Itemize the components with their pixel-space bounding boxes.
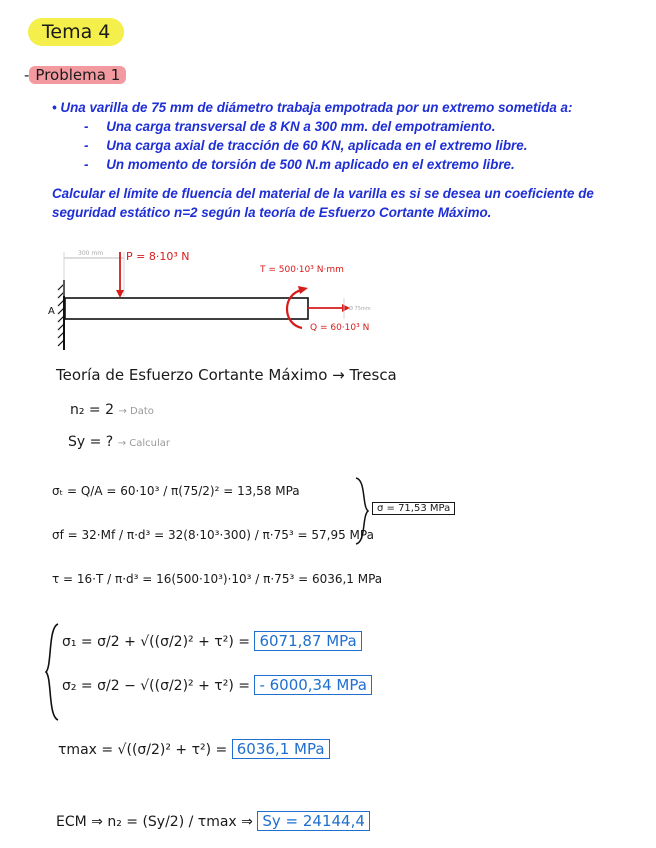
sigma1-equation: σ₁ = σ/2 + √((σ/2)² + τ²) =	[62, 634, 250, 650]
problem-title	[24, 66, 126, 84]
sy-unknown-note: → Calcular	[117, 438, 170, 449]
theory-line: Teoría de Esfuerzo Cortante Máximo → Tresca	[56, 366, 397, 384]
statement-intro-text: Una varilla de 75 mm de diámetro trabaja empotrada por un extremo sometida a:	[60, 100, 573, 115]
sy-unknown-value: Sy = ?	[68, 434, 114, 450]
sigma-brace	[352, 476, 372, 546]
dimension-label: 300 mm	[78, 250, 104, 257]
sigma2-row	[62, 676, 372, 694]
topic-title-text: Tema 4	[42, 21, 111, 43]
sy-unknown	[68, 434, 170, 450]
sigma-total: σ = 71,53 MPa	[372, 502, 455, 515]
taumax-value: 6036,1 MPa	[232, 739, 330, 759]
q-label: Q = 60·10³ N	[310, 323, 370, 333]
sy-result: Sy = 24144,4	[257, 811, 370, 831]
problem-dash: -	[24, 66, 30, 84]
statement-question: Calcular el límite de fluencia del material de la varilla es si se desea un coeficiente de seguridad estático n=2 según la teoría de Esfuerzo Cortante Máximo.	[52, 186, 594, 220]
topic-title	[28, 18, 124, 46]
statement-intro: • Una varilla de 75 mm de diámetro trabaja empotrada por un extremo sometida a:	[52, 100, 573, 115]
taumax-row	[58, 740, 330, 758]
problem-statement	[52, 98, 642, 222]
load-item: - Un momento de torsión de 500 N.m aplicado en el extremo libre.	[52, 155, 642, 174]
sigma2-equation: σ₂ = σ/2 − √((σ/2)² + τ²) =	[62, 678, 250, 694]
principal-brace	[44, 622, 64, 722]
beam-diagram	[40, 240, 400, 355]
ecm-equation: ECM ⇒ n₂ = (Sy/2) / τmax ⇒	[56, 814, 253, 830]
p-arrow-head	[116, 290, 124, 298]
sigma2-value: - 6000,34 MPa	[254, 675, 371, 695]
problem-title-text: Problema 1	[29, 66, 126, 84]
n-given-value: n₂ = 2	[70, 402, 115, 418]
torque-label: T = 500·10³ N·mm	[260, 265, 344, 275]
diameter-label: Ø 75mm	[349, 306, 371, 312]
taumax-equation: τmax = √((σ/2)² + τ²) =	[58, 742, 228, 758]
load-item: - Una carga axial de tracción de 60 KN, aplicada en el extremo libre.	[52, 136, 642, 155]
sigma-f-equation: σf = 32·Mf / π·d³ = 32(8·10³·300) / π·75³ = 57,95 MPa	[52, 528, 374, 542]
sigma1-row	[62, 632, 362, 650]
n-given	[70, 402, 154, 418]
tau-equation: τ = 16·T / π·d³ = 16(500·10³)·10³ / π·75³ = 6036,1 MPa	[52, 572, 383, 586]
sigma1-value: 6071,87 MPa	[254, 631, 361, 651]
sigma-t-equation: σₜ = Q/A = 60·10³ / π(75/2)² = 13,58 MPa	[52, 484, 300, 498]
p-label: P = 8·10³ N	[126, 250, 190, 263]
load-item: - Una carga transversal de 8 KN a 300 mm. del empotramiento.	[52, 117, 642, 136]
ecm-row	[56, 812, 370, 830]
n-given-note: → Dato	[118, 406, 154, 417]
support-label: A	[48, 306, 55, 317]
beam-rect	[65, 298, 308, 319]
